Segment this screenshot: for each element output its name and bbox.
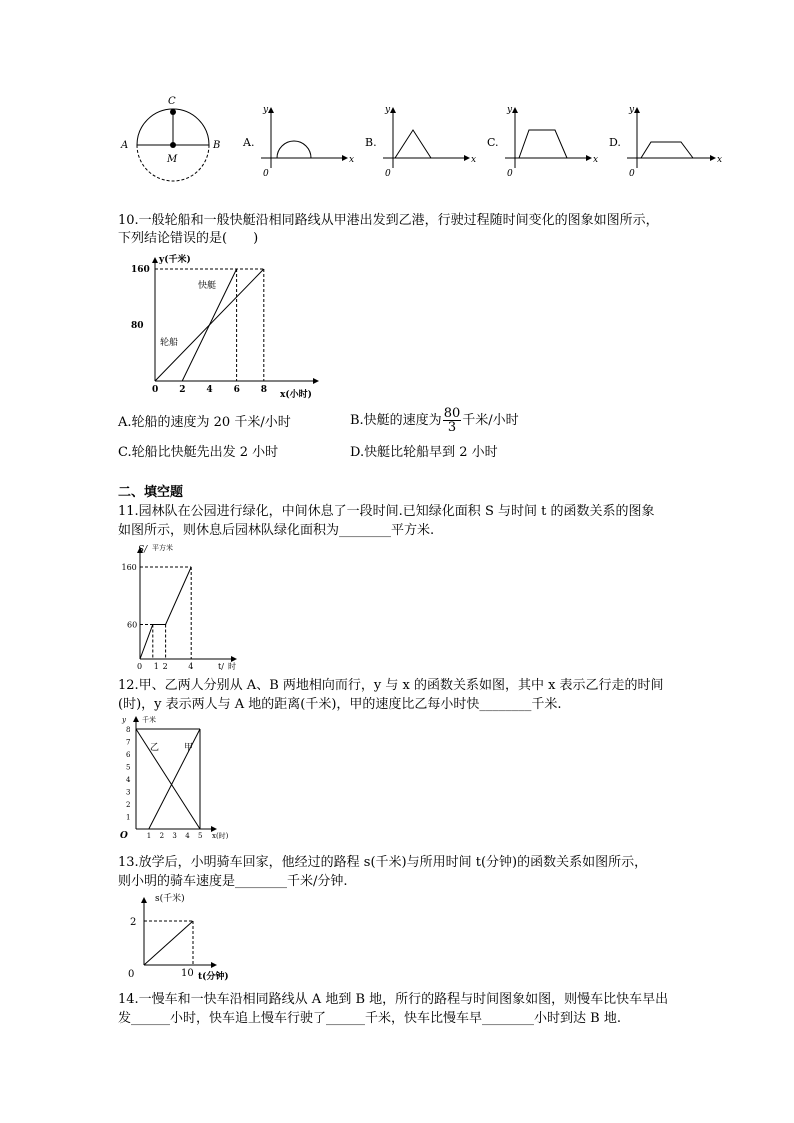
q9-figures	[115, 90, 735, 190]
origin-label: O	[120, 831, 128, 841]
x-axis-label: x(时)	[212, 832, 229, 840]
q11-text-line1: 11.园林队在公园进行绿化，中间休息了一段时间.已知绿化面积 S 与时间 t 的函数关系的图象	[118, 504, 655, 519]
q13-chart	[118, 890, 258, 982]
option-d-label: D.	[609, 136, 621, 149]
q12-text-line1: 12.甲、乙两人分别从 A、B 两地相向而行，y 与 x 的函数关系如图，其中 x 表示乙行走的时间	[118, 678, 664, 693]
series-label-jia: 甲	[184, 743, 194, 753]
option-c-graph	[487, 105, 598, 179]
y-axis-label: y	[122, 716, 126, 724]
x-tick-5: 5	[198, 832, 203, 840]
y-axis-label: y(千米)	[159, 255, 191, 265]
svg-text:x: x	[593, 155, 599, 165]
label-m: M	[167, 154, 178, 165]
option-b-graph	[365, 105, 476, 179]
y-tick-160: 160	[131, 265, 150, 275]
x-tick-1: 1	[153, 662, 159, 671]
x-tick-0: 0	[128, 969, 135, 980]
y-axis-label: S/	[138, 545, 148, 555]
label-c: C	[168, 96, 176, 107]
y-tick-80: 80	[131, 321, 144, 331]
q10-text-line2: 下列结论错误的是( )	[118, 231, 259, 246]
y-tick-2: 2	[130, 917, 137, 928]
option-a-label: A.	[243, 136, 255, 149]
y-tick-6: 6	[126, 751, 131, 759]
x-axis-label: t/	[218, 662, 224, 671]
series-label-kuaiting: 快艇	[198, 281, 217, 291]
q14-text-line1: 14.一慢车和一快车沿相同路线从 A 地到 B 地，所行的路程与时间图象如图，则慢车比快车早出	[118, 992, 669, 1007]
svg-text:0: 0	[507, 169, 513, 179]
option-c-label: C.	[487, 136, 499, 149]
q13-text-line2: 则小明的骑车速度是________千米/分钟.	[118, 874, 348, 889]
q10-option-a: A.轮船的速度为 20 千米/小时	[118, 415, 291, 430]
svg-text:y: y	[629, 105, 635, 115]
svg-text:y: y	[507, 105, 513, 115]
svg-text:0: 0	[385, 169, 391, 179]
option-a-graph	[242, 105, 354, 179]
y-tick-1: 1	[126, 813, 131, 822]
circle-figure	[120, 96, 220, 181]
series-label-yi: 乙	[150, 743, 160, 753]
y-tick-7: 7	[126, 738, 131, 747]
x-axis-label: t(分钟)	[198, 972, 229, 982]
q10-chart	[118, 250, 338, 402]
y-axis-label: s(千米)	[155, 894, 185, 904]
x-tick-4: 4	[188, 662, 194, 671]
svg-text:x: x	[349, 155, 355, 165]
series-label-lunchuan: 轮船	[160, 338, 179, 348]
y-axis-unit: 平方米	[152, 544, 173, 552]
y-tick-160: 160	[121, 563, 137, 572]
x-tick-3: 3	[172, 832, 177, 840]
svg-text:y: y	[263, 105, 269, 115]
x-tick-4: 4	[185, 832, 190, 840]
x-tick-2: 2	[162, 662, 168, 671]
x-tick-0: 0	[137, 662, 143, 671]
y-axis-unit: 千米	[142, 716, 156, 724]
q10-option-d: D.快艇比轮船早到 2 小时	[350, 445, 498, 460]
y-tick-3: 3	[126, 788, 131, 797]
x-axis-label: x(小时)	[280, 390, 312, 400]
x-tick-2: 2	[159, 832, 165, 840]
svg-text:y: y	[385, 105, 391, 115]
series-s-line	[144, 921, 193, 965]
x-tick-4: 4	[206, 385, 213, 395]
fraction-80-3: $\frac{80}{3}$	[443, 406, 461, 435]
y-tick-60: 60	[127, 620, 138, 630]
y-tick-4: 4	[126, 776, 131, 784]
q10-text-line1: 10.一般轮船和一般快艇沿相同路线从甲港出发到乙港，行驶过程随时间变化的图象如图所示，	[118, 213, 659, 228]
y-tick-8: 8	[126, 726, 131, 734]
x-tick-2: 2	[179, 385, 186, 395]
option-d-graph	[609, 105, 722, 179]
q12-text-line2: (时)，y 表示两人与 A 地的距离(千米)，甲的速度比乙每小时快________千米.	[118, 697, 562, 712]
x-tick-6: 6	[233, 385, 240, 395]
y-tick-2: 2	[126, 801, 131, 809]
q13-text-line1: 13.放学后，小明骑车回家，他经过的路程 s(千米)与所用时间 t(分钟)的函数关系如图所示，	[118, 855, 648, 870]
option-b-label: B.	[365, 136, 377, 149]
y-tick-5: 5	[126, 763, 131, 772]
x-tick-10: 10	[181, 968, 194, 979]
svg-text:0: 0	[263, 169, 269, 179]
section-title: 二、填空题	[118, 485, 184, 500]
x-tick-1: 1	[146, 832, 152, 840]
svg-text:0: 0	[629, 169, 635, 179]
q11-text-line2: 如图所示，则休息后园林队绿化面积为________平方米.	[118, 523, 435, 538]
svg-text:x: x	[471, 155, 477, 165]
q10-option-c: C.轮船比快艇先出发 2 小时	[118, 445, 279, 460]
q12-chart	[116, 713, 246, 845]
x-axis-unit: 时	[228, 662, 236, 671]
q10-option-b: B.快艇的速度为 $\frac{80}{3}$ 千米/小时	[350, 406, 519, 435]
label-b: B	[213, 140, 221, 151]
svg-text:x: x	[717, 155, 723, 165]
label-a: A	[121, 140, 129, 151]
x-tick-8: 8	[260, 385, 268, 395]
q14-text-line2: 发______小时，快车追上慢车行驶了______千米，快车比慢车早________小时到达 B 地.	[118, 1011, 621, 1026]
x-tick-0: 0	[152, 385, 159, 395]
q11-chart	[118, 542, 248, 672]
